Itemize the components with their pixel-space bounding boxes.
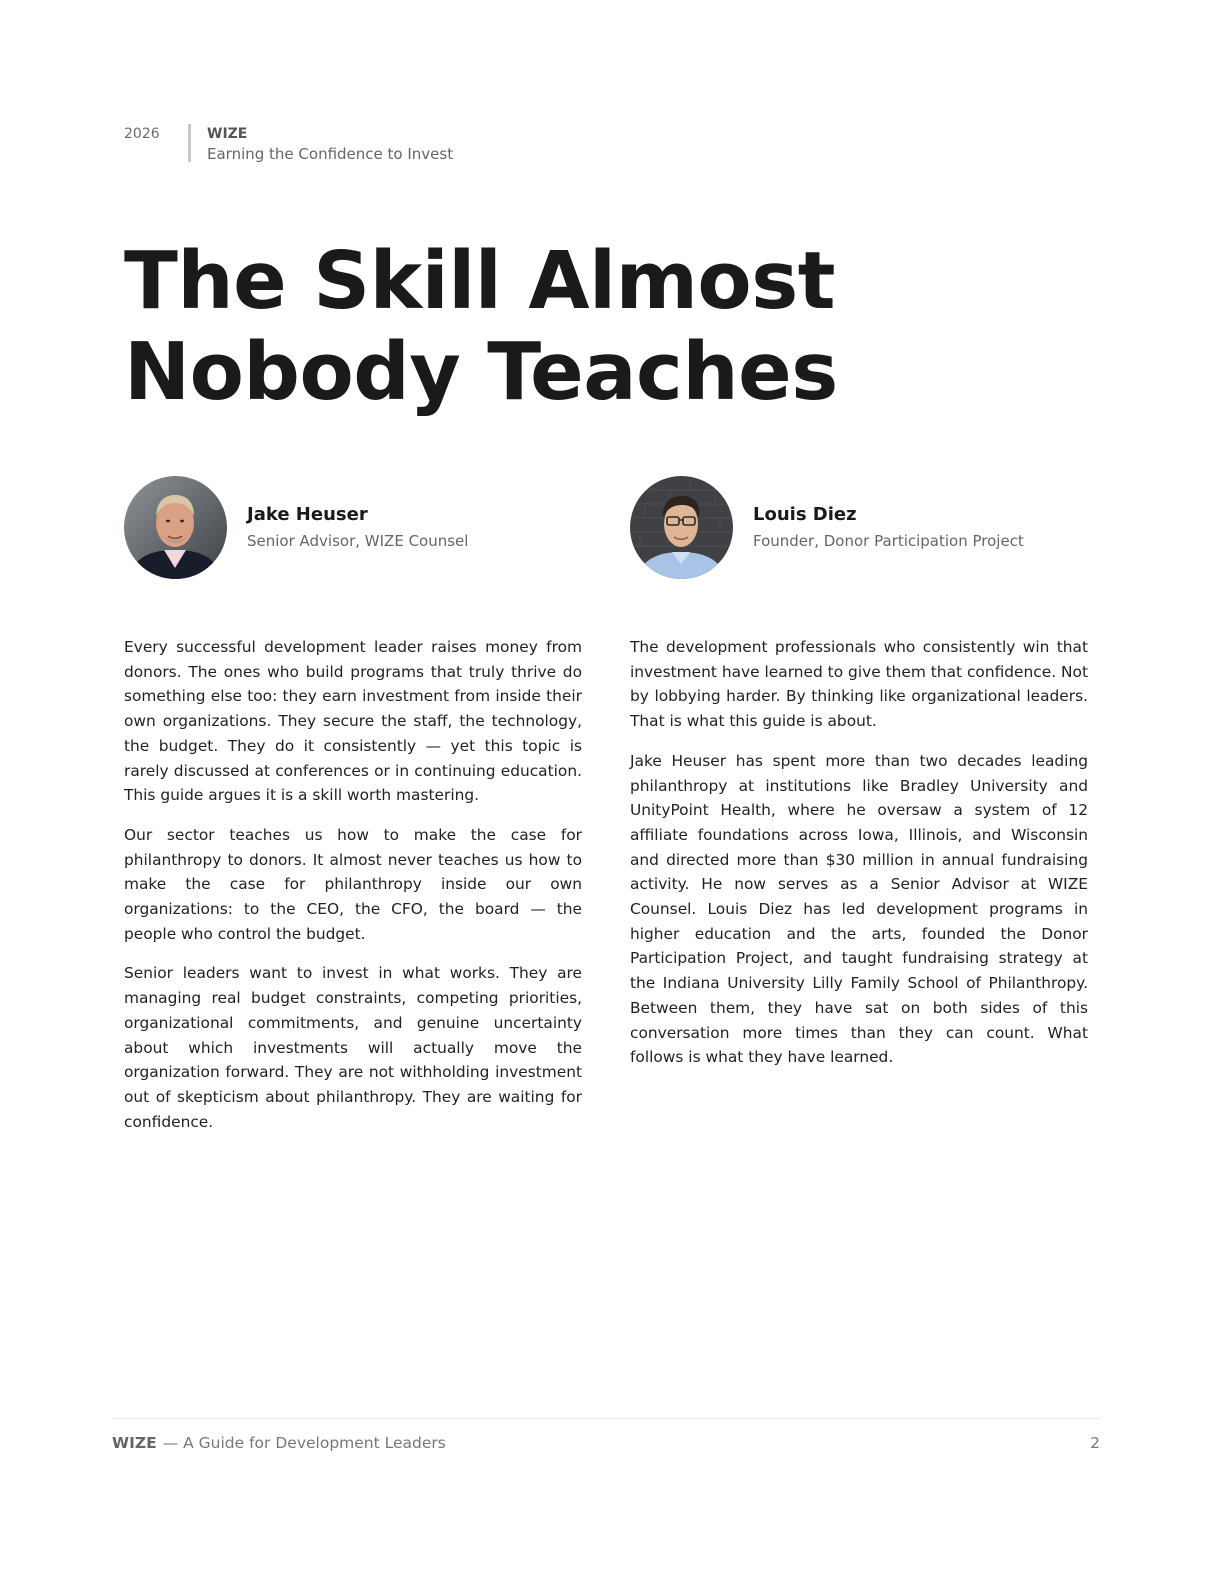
page-title-line-2: Nobody Teaches — [124, 326, 838, 418]
body-paragraph: Every successful development leader raises money from donors. The ones who build programs that truly thrive do something else too: they earn investment from inside their own organizations. They secure the staff, the technology, the budget. They do it consistently — yet this topic is rarely discussed at conferences or in continuing education. This guide argues it is a skill worth mastering. — [124, 638, 582, 805]
header-divider — [188, 124, 191, 162]
footer-tagline: — A Guide for Development Leaders — [162, 1434, 446, 1452]
body-paragraph: Jake Heuser has spent more than two decades leading philanthropy at institutions like Bradley University and UnityPoint Health, where he oversaw a system of 12 affiliate foundations across Iowa, Illinois, and Wisconsin and directed more than $30 million in annual fundraising activity. He now serves as a Senior Advisor at WIZE Counsel. Louis Diez has led development programs in higher education and the arts, founded the Donor Participation Project, and taught fundraising strategy at the Indiana University Lilly Family School of Philanthropy. Between them, they have sat on both sides of this conversation more times than they can count. What follows is what they have learned. — [630, 751, 1088, 1067]
page-footer — [112, 1432, 446, 1454]
author-name: Jake Heuser — [247, 504, 368, 525]
author-role: Founder, Donor Participation Project — [753, 532, 1024, 550]
footer-divider — [112, 1418, 1100, 1419]
body-column-left — [124, 635, 582, 1149]
footer-brand: WIZE — [112, 1434, 157, 1452]
author-role: Senior Advisor, WIZE Counsel — [247, 532, 469, 550]
page-number: 2 — [1090, 1434, 1100, 1452]
avatar-louis-diez — [630, 476, 733, 579]
body-paragraph: Our sector teaches us how to make the case for philanthropy to donors. It almost never teaches us how to make the case for philanthropy inside our own organizations: to the CEO, the CFO, the board — the people who control the budget. — [124, 825, 582, 943]
body-paragraph: Senior leaders want to invest in what works. They are managing real budget constraints, competing priorities, organizational commitments, and genuine uncertainty about which investments will actually move the organization forward. They are not withholding investment out of skepticism about philanthropy. They are waiting for confidence. — [124, 964, 582, 1131]
header-subtitle: Earning the Confidence to Invest — [207, 145, 454, 163]
header-year: 2026 — [124, 126, 160, 142]
author-name: Louis Diez — [753, 504, 857, 525]
page-title-line-1: The Skill Almost — [124, 235, 835, 327]
page-title — [124, 236, 838, 418]
avatar-jake-heuser — [124, 476, 227, 579]
header-brand: WIZE — [207, 126, 248, 142]
body-column-right — [630, 635, 1088, 1085]
body-paragraph: The development professionals who consistently win that investment have learned to give them that confidence. Not by lobbying harder. By thinking like organizational leaders. That is what this guide is about. — [630, 638, 1088, 731]
